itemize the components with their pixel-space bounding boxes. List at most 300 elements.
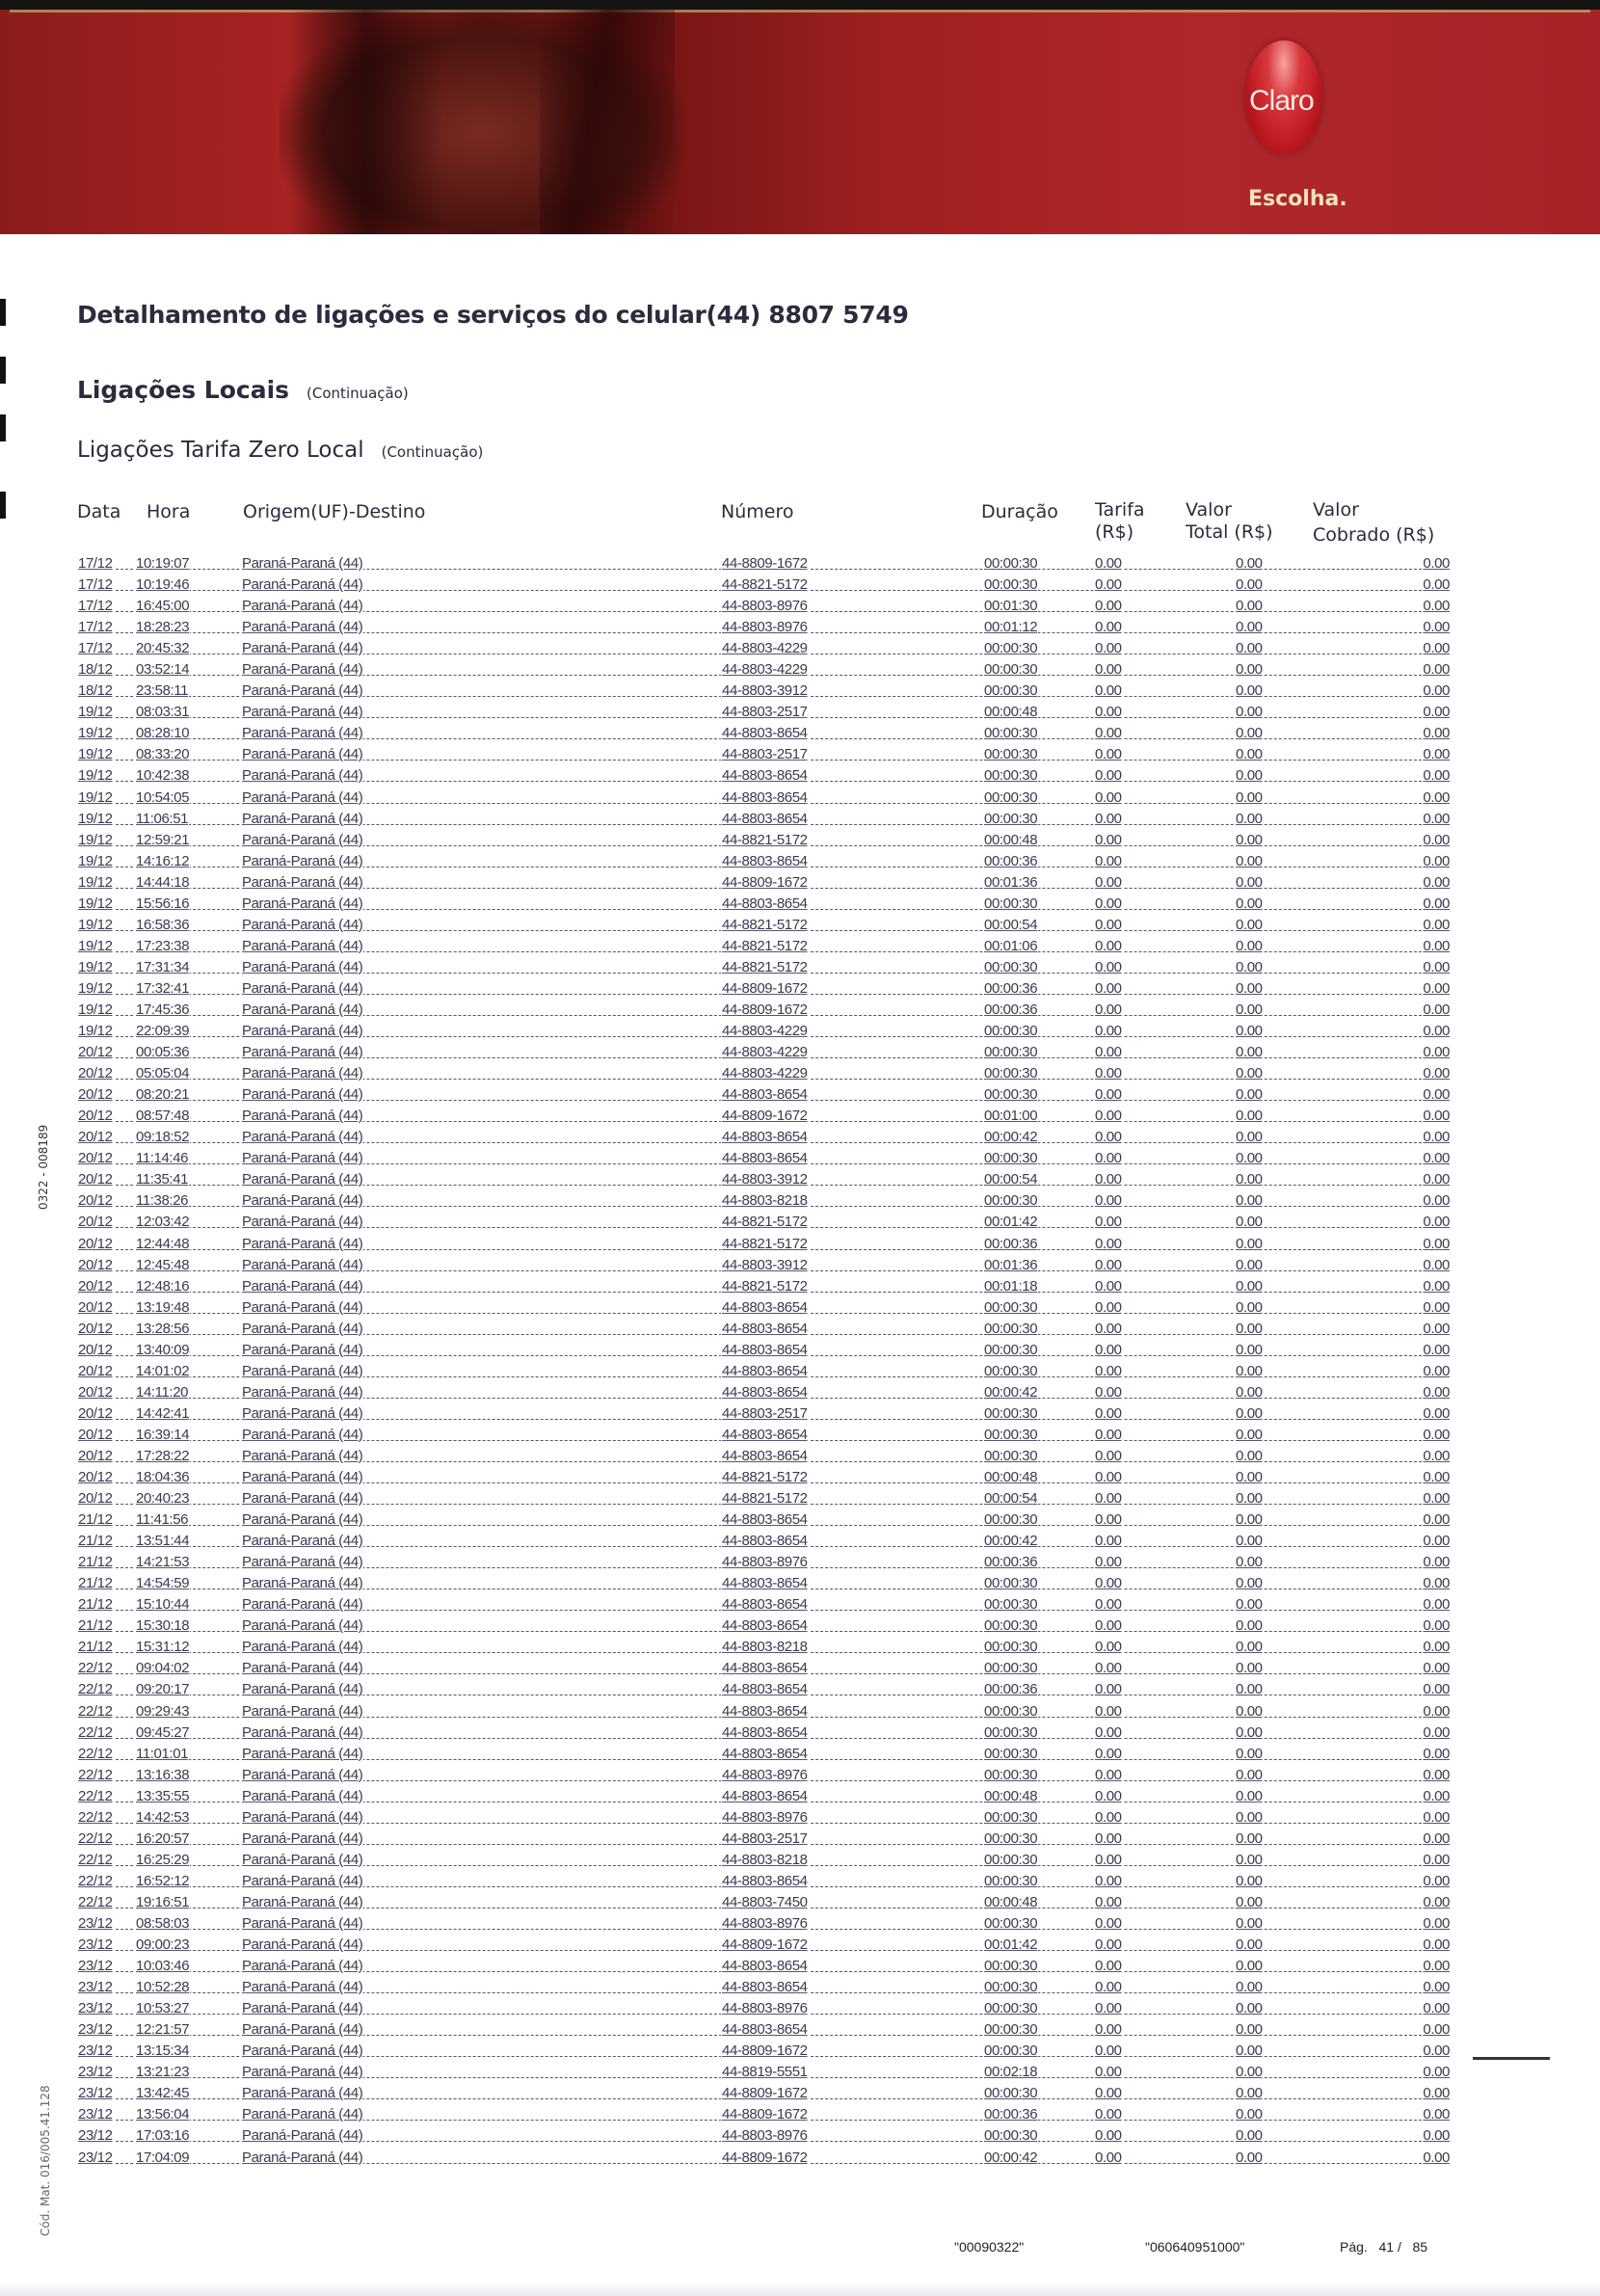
col-header-tarifa-line1: Tarifa	[1095, 499, 1145, 521]
cell-valor-cobrado: 0.00	[1423, 1766, 1450, 1783]
cell-origem: Paraná-Paraná (44)	[242, 1829, 363, 1847]
cell-tarifa: 0.00	[1095, 1192, 1122, 1210]
cell-tarifa: 0.00	[1095, 1702, 1122, 1720]
cell-valor-cobrado: 0.00	[1423, 1214, 1450, 1231]
table-row	[77, 979, 1451, 1001]
cell-hora: 11:01:01	[136, 1745, 189, 1762]
table-row	[77, 1978, 1451, 1999]
cell-valor-cobrado: 0.00	[1423, 1893, 1450, 1910]
cell-valor-cobrado: 0.00	[1423, 1681, 1450, 1698]
cell-valor-cobrado: 0.00	[1423, 1469, 1450, 1486]
cell-valor-total: 0.00	[1236, 704, 1263, 721]
cell-duracao: 00:00:30	[984, 1447, 1038, 1464]
cell-duracao: 00:00:30	[984, 1702, 1038, 1720]
cell-numero: 44-8803-8976	[722, 1766, 808, 1783]
cell-origem: Paraná-Paraná (44)	[242, 810, 363, 827]
cell-valor-cobrado: 0.00	[1423, 2021, 1450, 2039]
table-row	[77, 810, 1451, 831]
cell-tarifa: 0.00	[1095, 1320, 1122, 1337]
cell-hora: 20:45:32	[136, 640, 190, 657]
cell-valor-cobrado: 0.00	[1423, 1192, 1450, 1210]
cell-numero: 44-8803-8654	[722, 1617, 808, 1635]
cell-valor-cobrado: 0.00	[1423, 2000, 1450, 2017]
cell-tarifa: 0.00	[1095, 894, 1122, 912]
cell-origem: Paraná-Paraná (44)	[242, 852, 363, 869]
cell-valor-total: 0.00	[1236, 916, 1263, 933]
cell-data: 19/12	[78, 916, 113, 933]
cell-duracao: 00:00:30	[984, 1065, 1038, 1082]
cell-valor-cobrado: 0.00	[1423, 1915, 1450, 1932]
cell-numero: 44-8803-8218	[722, 1192, 808, 1210]
cell-data: 20/12	[78, 1341, 113, 1358]
cell-tarifa: 0.00	[1095, 725, 1122, 742]
cell-origem: Paraná-Paraná (44)	[242, 1298, 363, 1316]
cell-duracao: 00:00:30	[984, 725, 1038, 742]
cell-valor-cobrado: 0.00	[1423, 555, 1450, 572]
cell-origem: Paraná-Paraná (44)	[242, 1596, 363, 1614]
cell-duracao: 00:00:30	[984, 2042, 1038, 2060]
cell-tarifa: 0.00	[1095, 2106, 1122, 2123]
col-header-duracao: Duração	[981, 501, 1058, 522]
table-row	[77, 724, 1451, 745]
cell-valor-total: 0.00	[1236, 1192, 1263, 1210]
cell-origem: Paraná-Paraná (44)	[242, 1383, 363, 1401]
cell-origem: Paraná-Paraná (44)	[242, 916, 363, 933]
table-row	[77, 1936, 1451, 1957]
cell-data: 20/12	[78, 1214, 113, 1231]
cell-duracao: 00:00:30	[984, 1511, 1038, 1529]
cell-hora: 16:20:57	[136, 1829, 190, 1847]
cell-data: 19/12	[78, 937, 113, 954]
cell-data: 23/12	[78, 2149, 113, 2166]
table-row	[77, 1277, 1451, 1298]
cell-data: 23/12	[78, 2021, 113, 2039]
cell-tarifa: 0.00	[1095, 1787, 1122, 1804]
page-indicator	[1340, 2239, 1427, 2255]
scan-top-edge	[0, 0, 1600, 10]
table-row	[77, 1191, 1451, 1213]
cell-hora: 12:21:57	[136, 2021, 190, 2039]
cell-duracao: 00:00:30	[984, 1044, 1038, 1061]
cell-duracao: 00:00:30	[984, 2127, 1038, 2145]
cell-numero: 44-8803-4229	[722, 661, 808, 679]
cell-valor-total: 0.00	[1236, 661, 1263, 679]
cell-data: 20/12	[78, 1362, 113, 1379]
cell-hora: 08:57:48	[136, 1108, 190, 1125]
cell-valor-cobrado: 0.00	[1423, 746, 1450, 763]
cell-tarifa: 0.00	[1095, 1745, 1122, 1762]
cell-duracao: 00:00:30	[984, 640, 1038, 657]
cell-tarifa: 0.00	[1095, 1469, 1122, 1486]
scan-mark	[0, 357, 6, 384]
cell-valor-cobrado: 0.00	[1423, 1575, 1450, 1592]
cell-hora: 10:19:07	[136, 555, 190, 572]
cell-numero: 44-8803-8654	[722, 1086, 808, 1104]
table-row	[77, 1043, 1451, 1064]
cell-tarifa: 0.00	[1095, 1639, 1122, 1656]
cell-hora: 14:44:18	[136, 873, 190, 891]
cell-tarifa: 0.00	[1095, 1766, 1122, 1783]
table-row	[77, 618, 1451, 639]
cell-numero: 44-8803-8654	[722, 1533, 808, 1550]
cell-origem: Paraná-Paraná (44)	[242, 1108, 363, 1125]
cell-numero: 44-8803-3912	[722, 1171, 808, 1188]
table-row	[77, 1341, 1451, 1362]
cell-data: 23/12	[78, 2085, 113, 2102]
cell-data: 20/12	[78, 1171, 113, 1188]
cell-duracao: 00:00:30	[984, 1829, 1038, 1847]
cell-tarifa: 0.00	[1095, 1936, 1122, 1954]
cell-origem: Paraná-Paraná (44)	[242, 1958, 363, 1975]
cell-numero: 44-8809-1672	[722, 1108, 808, 1125]
cell-numero: 44-8803-8654	[722, 1979, 808, 1996]
cell-valor-cobrado: 0.00	[1423, 937, 1450, 954]
table-row	[77, 1787, 1451, 1808]
cell-origem: Paraná-Paraná (44)	[242, 1023, 363, 1040]
cell-duracao: 00:00:42	[984, 2149, 1038, 2166]
cell-valor-total: 0.00	[1236, 1915, 1263, 1932]
cell-data: 19/12	[78, 852, 113, 869]
cell-duracao: 00:00:30	[984, 1851, 1038, 1868]
cell-origem: Paraná-Paraná (44)	[242, 1554, 363, 1571]
cell-tarifa: 0.00	[1095, 1214, 1122, 1231]
cell-duracao: 00:00:30	[984, 1958, 1038, 1975]
cell-origem: Paraná-Paraná (44)	[242, 1723, 363, 1741]
cell-tarifa: 0.00	[1095, 1829, 1122, 1847]
cell-origem: Paraná-Paraná (44)	[242, 2085, 363, 2102]
cell-data: 19/12	[78, 979, 113, 997]
cell-data: 22/12	[78, 1872, 113, 1889]
cell-origem: Paraná-Paraná (44)	[242, 1660, 363, 1677]
table-row	[77, 1170, 1451, 1191]
cell-valor-cobrado: 0.00	[1423, 979, 1450, 997]
cell-tarifa: 0.00	[1095, 767, 1122, 785]
cell-numero: 44-8803-8654	[722, 1511, 808, 1529]
cell-tarifa: 0.00	[1095, 1808, 1122, 1826]
cell-valor-cobrado: 0.00	[1423, 1702, 1450, 1720]
cell-tarifa: 0.00	[1095, 1023, 1122, 1040]
table-row	[77, 1872, 1451, 1893]
cell-numero: 44-8821-5172	[722, 576, 808, 594]
cell-valor-total: 0.00	[1236, 831, 1263, 848]
cell-tarifa: 0.00	[1095, 1108, 1122, 1125]
cell-duracao: 00:00:30	[984, 788, 1038, 806]
table-row	[77, 1383, 1451, 1404]
cell-duracao: 00:02:18	[984, 2064, 1038, 2081]
table-row	[77, 766, 1451, 788]
scan-bottom-edge	[0, 2283, 1600, 2296]
section-label: Ligações Locais	[77, 376, 290, 404]
cell-origem: Paraná-Paraná (44)	[242, 1001, 363, 1018]
table-row	[77, 1553, 1451, 1574]
cell-tarifa: 0.00	[1095, 1851, 1122, 1868]
cell-valor-total: 0.00	[1236, 1490, 1263, 1508]
cell-numero: 44-8803-8976	[722, 1915, 808, 1932]
cell-data: 22/12	[78, 1681, 113, 1698]
cell-origem: Paraná-Paraná (44)	[242, 1277, 363, 1295]
cell-hora: 00:05:36	[136, 1044, 190, 1061]
cell-data: 19/12	[78, 894, 113, 912]
brand-tagline: Escolha.	[1248, 187, 1347, 211]
cell-tarifa: 0.00	[1095, 1426, 1122, 1443]
cell-numero: 44-8803-8654	[722, 1362, 808, 1379]
cell-numero: 44-8809-1672	[722, 2085, 808, 2102]
cell-numero: 44-8803-8654	[722, 852, 808, 869]
cell-valor-cobrado: 0.00	[1423, 2106, 1450, 2123]
cell-data: 23/12	[78, 2042, 113, 2060]
cell-hora: 18:04:36	[136, 1469, 190, 1486]
table-row	[77, 831, 1451, 852]
cell-numero: 44-8803-8654	[722, 1298, 808, 1316]
cell-valor-total: 0.00	[1236, 619, 1263, 636]
table-row	[77, 1404, 1451, 1426]
cell-valor-total: 0.00	[1236, 2149, 1263, 2166]
cell-origem: Paraná-Paraná (44)	[242, 1490, 363, 1508]
cell-valor-total: 0.00	[1236, 1320, 1263, 1337]
banner-photo-arm	[540, 10, 675, 234]
cell-valor-total: 0.00	[1236, 555, 1263, 572]
cell-duracao: 00:01:42	[984, 1214, 1038, 1231]
cell-tarifa: 0.00	[1095, 1915, 1122, 1932]
cell-valor-cobrado: 0.00	[1423, 1511, 1450, 1529]
cell-tarifa: 0.00	[1095, 704, 1122, 721]
cell-hora: 18:28:23	[136, 619, 190, 636]
cell-duracao: 00:00:48	[984, 704, 1038, 721]
cell-hora: 05:05:04	[136, 1065, 190, 1082]
cell-duracao: 00:00:30	[984, 1426, 1038, 1443]
table-row	[77, 1999, 1451, 2020]
cell-hora: 12:45:48	[136, 1256, 190, 1273]
cell-tarifa: 0.00	[1095, 2021, 1122, 2039]
cell-data: 22/12	[78, 1723, 113, 1741]
table-row	[77, 1107, 1451, 1128]
table-row	[77, 1064, 1451, 1085]
subsection-note: (Continuação)	[381, 443, 484, 461]
cell-numero: 44-8803-8654	[722, 1787, 808, 1804]
cell-valor-total: 0.00	[1236, 1469, 1263, 1486]
cell-hora: 08:28:10	[136, 725, 190, 742]
cell-valor-cobrado: 0.00	[1423, 1851, 1450, 1868]
cell-origem: Paraná-Paraná (44)	[242, 2000, 363, 2017]
cell-hora: 13:51:44	[136, 1533, 190, 1550]
cell-valor-cobrado: 0.00	[1423, 1426, 1450, 1443]
cell-valor-total: 0.00	[1236, 1639, 1263, 1656]
cell-duracao: 00:00:30	[984, 576, 1038, 594]
cell-duracao: 00:00:30	[984, 767, 1038, 785]
cell-valor-cobrado: 0.00	[1423, 1362, 1450, 1379]
cell-tarifa: 0.00	[1095, 2127, 1122, 2145]
cell-origem: Paraná-Paraná (44)	[242, 1766, 363, 1783]
cell-data: 17/12	[78, 619, 113, 636]
cell-origem: Paraná-Paraná (44)	[242, 1702, 363, 1720]
cell-data: 17/12	[78, 576, 113, 594]
cell-origem: Paraná-Paraná (44)	[242, 682, 363, 700]
cell-data: 20/12	[78, 1192, 113, 1210]
cell-numero: 44-8803-8654	[722, 1958, 808, 1975]
cell-numero: 44-8803-8654	[722, 1129, 808, 1146]
cell-valor-total: 0.00	[1236, 1129, 1263, 1146]
cell-tarifa: 0.00	[1095, 1723, 1122, 1741]
cell-tarifa: 0.00	[1095, 1681, 1122, 1698]
table-row	[77, 1957, 1451, 1978]
col-header-valor-cobrado-line2: Cobrado (R$)	[1313, 524, 1435, 546]
cell-duracao: 00:01:18	[984, 1277, 1038, 1295]
table-row	[77, 1213, 1451, 1234]
cell-hora: 17:31:34	[136, 958, 190, 975]
cell-origem: Paraná-Paraná (44)	[242, 767, 363, 785]
cell-duracao: 00:00:30	[984, 810, 1038, 827]
cell-numero: 44-8819-5551	[722, 2064, 808, 2081]
table-row	[77, 788, 1451, 810]
cell-numero: 44-8803-8654	[722, 1341, 808, 1358]
cell-hora: 13:28:56	[136, 1320, 190, 1337]
table-row	[77, 1595, 1451, 1616]
cell-valor-total: 0.00	[1236, 1829, 1263, 1847]
cell-valor-total: 0.00	[1236, 1617, 1263, 1635]
page-current: 41	[1378, 2239, 1395, 2255]
cell-numero: 44-8803-8976	[722, 2127, 808, 2145]
cell-origem: Paraná-Paraná (44)	[242, 725, 363, 742]
cell-hora: 17:45:36	[136, 1001, 190, 1018]
cell-origem: Paraná-Paraná (44)	[242, 1256, 363, 1273]
cell-duracao: 00:00:30	[984, 2021, 1038, 2039]
cell-hora: 08:33:20	[136, 746, 190, 763]
col-header-valor-cobrado	[1313, 499, 1434, 547]
cell-origem: Paraná-Paraná (44)	[242, 1639, 363, 1656]
cell-valor-cobrado: 0.00	[1423, 958, 1450, 975]
table-row	[77, 1745, 1451, 1766]
cell-numero: 44-8803-8654	[722, 1702, 808, 1720]
col-header-numero: Número	[721, 501, 794, 522]
cell-valor-cobrado: 0.00	[1423, 682, 1450, 700]
header-banner	[0, 0, 1600, 234]
cell-origem: Paraná-Paraná (44)	[242, 555, 363, 572]
cell-valor-cobrado: 0.00	[1423, 1277, 1450, 1295]
cell-data: 20/12	[78, 1150, 113, 1167]
cell-duracao: 00:00:30	[984, 1298, 1038, 1316]
cell-valor-cobrado: 0.00	[1423, 1108, 1450, 1125]
cell-hora: 15:10:44	[136, 1596, 190, 1614]
cell-hora: 17:23:38	[136, 937, 190, 954]
cell-hora: 14:21:53	[136, 1554, 190, 1571]
cell-data: 20/12	[78, 1426, 113, 1443]
cell-numero: 44-8803-8654	[722, 725, 808, 742]
cell-origem: Paraná-Paraná (44)	[242, 1341, 363, 1358]
cell-tarifa: 0.00	[1095, 2085, 1122, 2102]
subsection-label: Ligações Tarifa Zero Local	[77, 438, 364, 463]
cell-hora: 17:04:09	[136, 2149, 190, 2166]
cell-tarifa: 0.00	[1095, 1490, 1122, 1508]
cell-tarifa: 0.00	[1095, 937, 1122, 954]
cell-hora: 14:42:41	[136, 1404, 190, 1422]
cell-numero: 44-8809-1672	[722, 979, 808, 997]
cell-origem: Paraná-Paraná (44)	[242, 1808, 363, 1826]
cell-data: 23/12	[78, 1936, 113, 1954]
cell-numero: 44-8803-4229	[722, 640, 808, 657]
cell-hora: 11:14:46	[136, 1150, 189, 1167]
margin-material-code: Cód. Mat. 016/005.41.128	[39, 2085, 52, 2236]
cell-origem: Paraná-Paraná (44)	[242, 2021, 363, 2039]
cell-numero: 44-8821-5172	[722, 1469, 808, 1486]
cell-duracao: 00:00:30	[984, 1341, 1038, 1358]
cell-valor-total: 0.00	[1236, 1426, 1263, 1443]
cell-data: 19/12	[78, 704, 113, 721]
cell-origem: Paraná-Paraná (44)	[242, 1681, 363, 1698]
table-row	[77, 2149, 1451, 2170]
cell-valor-total: 0.00	[1236, 1958, 1263, 1975]
cell-duracao: 00:01:12	[984, 619, 1038, 636]
cell-tarifa: 0.00	[1095, 598, 1122, 615]
page-separator: /	[1397, 2239, 1401, 2255]
cell-data: 20/12	[78, 1469, 113, 1486]
cell-valor-cobrado: 0.00	[1423, 1596, 1450, 1614]
cell-valor-cobrado: 0.00	[1423, 1150, 1450, 1167]
cell-valor-total: 0.00	[1236, 1383, 1263, 1401]
cell-data: 20/12	[78, 1404, 113, 1422]
cell-hora: 10:03:46	[136, 1958, 190, 1975]
cell-duracao: 00:00:30	[984, 682, 1038, 700]
cell-hora: 10:53:27	[136, 2000, 190, 2017]
table-row	[77, 1680, 1451, 1701]
cell-numero: 44-8803-2517	[722, 704, 808, 721]
table-row	[77, 937, 1451, 958]
cell-origem: Paraná-Paraná (44)	[242, 1086, 363, 1104]
cell-tarifa: 0.00	[1095, 1511, 1122, 1529]
cell-duracao: 00:00:30	[984, 1023, 1038, 1040]
cell-duracao: 00:00:30	[984, 555, 1038, 572]
cell-data: 21/12	[78, 1511, 113, 1529]
cell-data: 20/12	[78, 1086, 113, 1104]
cell-duracao: 00:00:30	[984, 1320, 1038, 1337]
cell-tarifa: 0.00	[1095, 1001, 1122, 1018]
cell-duracao: 00:00:36	[984, 2106, 1038, 2123]
cell-data: 22/12	[78, 1702, 113, 1720]
cell-hora: 14:16:12	[136, 852, 190, 869]
table-row	[77, 1362, 1451, 1383]
cell-duracao: 00:00:42	[984, 1383, 1038, 1401]
table-row	[77, 1510, 1451, 1532]
cell-numero: 44-8821-5172	[722, 1490, 808, 1508]
cell-tarifa: 0.00	[1095, 1383, 1122, 1401]
cell-valor-total: 0.00	[1236, 1681, 1263, 1698]
cell-numero: 44-8803-8654	[722, 810, 808, 827]
cell-hora: 12:44:48	[136, 1235, 190, 1252]
cell-numero: 44-8803-8654	[722, 788, 808, 806]
table-row	[77, 1256, 1451, 1277]
cell-valor-total: 0.00	[1236, 1108, 1263, 1125]
table-row	[77, 1702, 1451, 1723]
cell-numero: 44-8803-4229	[722, 1065, 808, 1082]
cell-numero: 44-8821-5172	[722, 831, 808, 848]
table-row	[77, 2020, 1451, 2042]
cell-hora: 20:40:23	[136, 1490, 190, 1508]
cell-hora: 16:58:36	[136, 916, 190, 933]
cell-data: 18/12	[78, 661, 113, 679]
cell-hora: 16:25:29	[136, 1851, 190, 1868]
cell-tarifa: 0.00	[1095, 1596, 1122, 1614]
cell-duracao: 00:01:00	[984, 1108, 1038, 1125]
cell-origem: Paraná-Paraná (44)	[242, 1575, 363, 1592]
cell-hora: 13:42:45	[136, 2085, 190, 2102]
table-row	[77, 1893, 1451, 1914]
cell-origem: Paraná-Paraná (44)	[242, 979, 363, 997]
cell-valor-cobrado: 0.00	[1423, 576, 1450, 594]
cell-valor-cobrado: 0.00	[1423, 1554, 1450, 1571]
cell-origem: Paraná-Paraná (44)	[242, 1617, 363, 1635]
cell-hora: 14:54:59	[136, 1575, 190, 1592]
cell-numero: 44-8803-8976	[722, 1808, 808, 1826]
cell-data: 23/12	[78, 1958, 113, 1975]
